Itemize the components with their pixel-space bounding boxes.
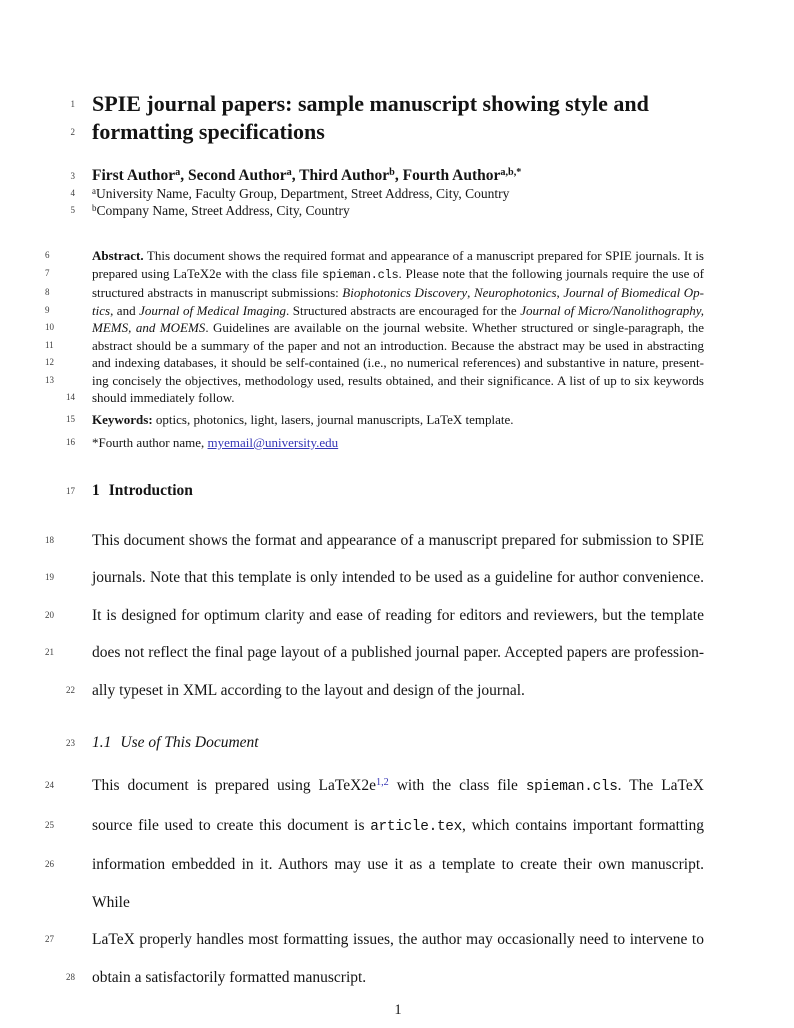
author-line — [70, 167, 704, 185]
line-number: 7 — [45, 267, 50, 278]
text-segment: with the class file — [388, 777, 526, 794]
text-segment: , — [467, 285, 474, 300]
line-number: 4 — [70, 188, 75, 198]
body-line — [45, 634, 704, 672]
text-segment: *Fourth author name, — [92, 435, 208, 450]
text-segment: , Second Author — [180, 167, 287, 184]
line-number: 2 — [70, 127, 75, 137]
text-column — [45, 90, 705, 996]
text-segment: b — [389, 167, 395, 179]
text-segment: a,b,* — [500, 167, 522, 179]
text-segment: It is designed for optimum clarity and ease of reading for editors and reviewers, but the template — [92, 606, 704, 624]
text-segment: article.tex — [370, 818, 462, 835]
line-number: 12 — [45, 357, 54, 367]
correspondence-line — [66, 434, 704, 452]
line-number: 5 — [70, 205, 75, 215]
abstract-line — [45, 372, 704, 390]
text-segment: University Name, Faculty Group, Department, Street Address, City, Country — [95, 186, 510, 201]
line-number: 11 — [45, 339, 54, 350]
text-segment: optics, photonics, light, lasers, journal manuscripts, LaTeX template. — [152, 411, 514, 427]
abstract-line — [45, 302, 704, 320]
line-number: 13 — [45, 374, 54, 385]
text-segment: , which contains important formatting — [462, 816, 704, 834]
text-segment: b — [92, 203, 97, 213]
line-number: 28 — [66, 971, 75, 982]
text-segment: and indexing databases, it should be self-contained (i.e., no numerical references) and substantive in nature, present- — [92, 355, 704, 370]
abstract-line — [45, 354, 704, 372]
text-segment: , Fourth Author — [394, 167, 501, 184]
body-line — [66, 672, 704, 710]
body-line — [45, 921, 704, 959]
text-segment: does not reflect the final page layout of a published journal paper. Accepted papers are profession- — [92, 644, 704, 661]
manuscript-page — [45, 0, 705, 1019]
line-number: 27 — [45, 934, 54, 944]
text-segment: spieman.cls — [322, 267, 399, 282]
text-segment: 1.1 — [92, 734, 112, 751]
text-segment: . Please note that the following journals require the use of — [398, 265, 704, 281]
keywords-line — [66, 411, 704, 429]
line-number: 8 — [45, 287, 50, 297]
abstract-line — [45, 337, 704, 355]
abstract-line — [45, 319, 704, 337]
affiliation-line — [70, 185, 704, 202]
text-segment: MEMS, and MOEMS — [92, 320, 206, 335]
body-line — [45, 597, 704, 635]
text-segment: , and — [110, 302, 140, 318]
text-segment: . Structured abstracts are encouraged for the — [286, 302, 521, 318]
line-number: 9 — [45, 304, 50, 315]
title-line — [70, 90, 704, 118]
text-segment: LaTeX properly handles most formatting issues, the author may occasionally need to intervene to — [92, 931, 704, 948]
line-number: 24 — [45, 780, 54, 790]
abstract-line — [66, 389, 704, 407]
line-number: 26 — [45, 859, 54, 869]
text-segment: source file used to create this document is — [92, 816, 371, 834]
text-segment: prepared using LaTeX2e with the class file — [92, 265, 323, 281]
text-segment: Journal of Medical Imaging — [139, 302, 287, 318]
body-line — [45, 846, 704, 921]
line-number: 1 — [70, 99, 75, 109]
line-number: 23 — [66, 738, 75, 748]
page-number: 1 — [394, 1002, 402, 1018]
text-segment: abstract should be a summary of the paper and not an introduction. Because the abstract may be used in abstracting — [92, 337, 704, 353]
text-segment: . Guidelines are available on the journal website. Whether structured or single-paragraph, the — [205, 320, 704, 335]
text-segment: formatting specifications — [92, 119, 325, 144]
text-segment: This document shows the format and appearance of a manuscript prepared for submission to SPIE — [92, 531, 704, 549]
body-line — [45, 522, 704, 560]
text-segment: 1 — [92, 481, 100, 499]
line-number: 15 — [66, 413, 75, 424]
text-segment: journals. Note that this template is only intended to be used as a guideline for author convenience. — [92, 569, 704, 586]
text-segment: a — [286, 167, 292, 179]
email-link[interactable]: myemail@university.edu — [207, 435, 339, 450]
line-number: 17 — [66, 485, 75, 496]
body-line — [45, 807, 704, 847]
text-segment: Biophotonics Discovery — [342, 285, 468, 300]
text-segment: ally typeset in XML according to the layout and design of the journal. — [92, 681, 525, 699]
text-segment: This document shows the required format and appearance of a manuscript prepared for SPIE journals. It is — [143, 248, 704, 263]
text-segment: should immediately follow. — [92, 390, 235, 405]
text-segment: structured abstracts in manuscript submissions: — [92, 285, 343, 300]
text-segment: First Author — [92, 167, 176, 184]
line-number: 10 — [45, 322, 54, 332]
text-segment: obtain a satisfactorily formatted manuscript. — [92, 968, 367, 986]
body-line — [45, 559, 704, 597]
line-number: 6 — [45, 250, 50, 260]
text-segment: . The LaTeX — [617, 777, 705, 794]
line-number: 14 — [66, 392, 75, 402]
line-number: 19 — [45, 572, 54, 582]
line-number: 21 — [45, 647, 54, 657]
text-segment: SPIE journal papers: sample manuscript showing style and — [92, 91, 649, 116]
subsection-heading — [66, 734, 704, 752]
abstract-line — [45, 284, 704, 302]
line-number: 22 — [66, 684, 75, 695]
text-segment: a — [92, 186, 96, 196]
line-number: 18 — [45, 534, 54, 545]
citation-link[interactable]: 1,2 — [376, 777, 389, 789]
text-segment: Keywords: — [92, 411, 153, 427]
abstract-line — [45, 265, 704, 285]
text-segment: a — [175, 167, 181, 179]
text-segment: Journal of Biomedical Op- — [563, 285, 704, 300]
text-segment: Introduction — [108, 481, 193, 499]
line-number: 20 — [45, 609, 54, 620]
text-segment: Company Name, Street Address, City, Country — [96, 203, 350, 218]
abstract-line — [45, 247, 704, 265]
body-line — [45, 767, 705, 807]
text-segment: Neurophotonics — [473, 285, 557, 300]
text-segment: , Third Author — [291, 167, 390, 184]
text-segment: spieman.cls — [525, 779, 618, 795]
text-segment: information embedded in it. Authors may use it as a template to create their own manuscript. While — [92, 856, 704, 911]
section-heading — [66, 481, 704, 500]
line-number: 3 — [70, 171, 75, 181]
affiliation-line — [70, 202, 704, 219]
line-number: 25 — [45, 819, 54, 830]
text-segment: This document is prepared using LaTeX2e — [92, 777, 376, 794]
text-segment: Journal of Micro/Nanolithography, — [520, 302, 704, 318]
title-line — [70, 118, 704, 146]
text-segment: Use of This Document — [120, 734, 259, 751]
body-line — [66, 959, 704, 997]
text-segment: tics — [92, 302, 111, 318]
text-segment: ing concisely the objectives, methodology used, results obtained, and their significance. A list of up to six keywords — [92, 372, 704, 388]
line-number: 16 — [66, 437, 75, 447]
text-segment: , — [556, 285, 564, 300]
text-segment: Abstract. — [92, 248, 144, 263]
